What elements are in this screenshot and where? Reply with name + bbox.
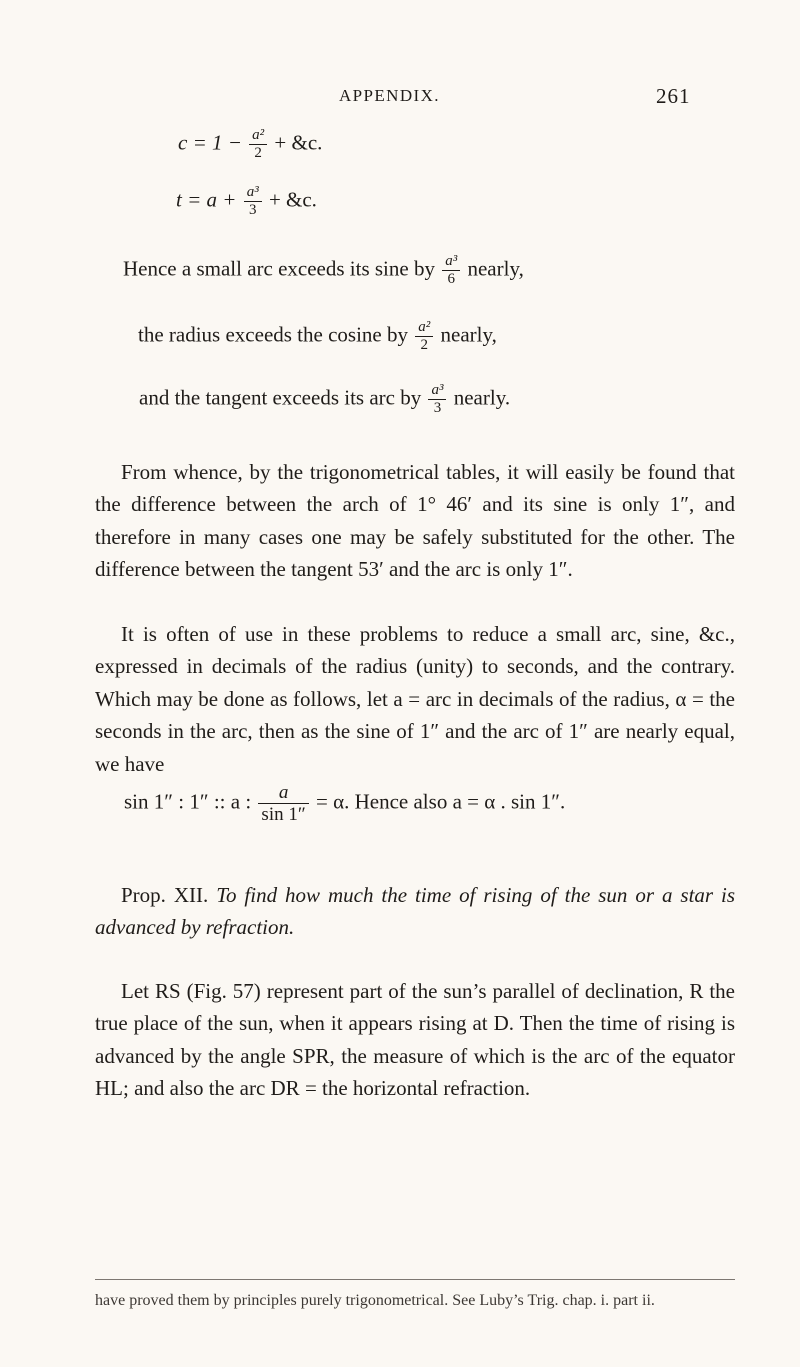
- footnote: have proved them by principles purely trigonometrical. See Luby’s Trig. chap. i. part ii.: [95, 1292, 655, 1309]
- fraction: [249, 128, 267, 161]
- statement-tangent: [139, 383, 510, 416]
- fraction-numerator: a: [258, 783, 308, 804]
- equation-tangent: [176, 185, 317, 218]
- fraction: [244, 185, 262, 218]
- footnote-divider: [95, 1279, 735, 1280]
- fraction-denominator: 6: [447, 271, 455, 287]
- fraction-numerator: a²: [249, 128, 267, 145]
- proportion-formula: [124, 783, 565, 824]
- statement-text: and the tangent exceeds its arc by: [139, 385, 422, 410]
- fraction: [258, 783, 308, 824]
- equation-lhs: c = 1 −: [178, 130, 242, 155]
- fraction-numerator: a³: [442, 254, 460, 271]
- equation-cosine: [178, 128, 322, 161]
- proportion-rhs: = α. Hence also a = α . sin 1″.: [316, 789, 566, 814]
- fraction-denominator: 3: [248, 202, 257, 218]
- proposition-title: To find how much the time of rising of the sun or a star is advanced by refraction.: [95, 883, 736, 940]
- equation-lhs: t = a +: [176, 187, 237, 212]
- equation-tail: + &c.: [268, 187, 317, 212]
- statement-sine: [123, 254, 524, 287]
- fraction-denominator: 2: [420, 337, 428, 353]
- proposition-heading: [95, 879, 735, 944]
- paragraph-reduction: It is often of use in these problems to reduce a small arc, sine, &c., expressed in decimals of the radius (unity) to seconds, and the contrary. Which may be done as follows, let a = arc in decimals of the radius, α = the seconds in the arc, then as the sine of 1″ and the arc of 1″ are nearly equal, we have: [95, 622, 735, 776]
- fraction-numerator: a²: [415, 320, 433, 337]
- fraction-numerator: a³: [428, 383, 446, 400]
- fraction: [442, 254, 460, 287]
- proposition-label: Prop. XII.: [121, 883, 209, 907]
- statement-cosine: [138, 320, 497, 353]
- statement-text: Hence a small arc exceeds its sine by: [123, 256, 435, 281]
- equation-tail: + &c.: [274, 130, 323, 155]
- statement-tail: nearly.: [453, 385, 511, 410]
- page-number: 261: [656, 84, 691, 108]
- fraction-denominator: 3: [433, 400, 442, 416]
- statement-tail: nearly,: [467, 256, 524, 281]
- statement-tail: nearly,: [440, 322, 497, 347]
- fraction-numerator: a³: [244, 185, 262, 202]
- fraction: [415, 320, 433, 353]
- fraction-denominator: 2: [254, 145, 262, 161]
- fraction-denominator: sin 1″: [261, 804, 306, 825]
- paragraph-figure: Let RS (Fig. 57) represent part of the sun’s parallel of declination, R the true place of the sun, when it appears rising at D. Then the time of rising is advanced by the angle SPR, the measure of which is the arc of the equator HL; and also the arc DR = the horizontal refraction.: [95, 979, 735, 1101]
- running-head: APPENDIX.: [339, 86, 440, 105]
- paragraph-difference: From whence, by the trigonometrical tables, it will easily be found that the difference between the arch of 1° 46′ and its sine is only 1″, and therefore in many cases one may be safely substituted for the other. The difference between the tangent 53′ and the arc is only 1″.: [95, 460, 735, 582]
- statement-text: the radius exceeds the cosine by: [138, 322, 408, 347]
- page-header: [0, 86, 800, 112]
- proportion-lhs: sin 1″ : 1″ :: a :: [124, 789, 252, 814]
- fraction: [428, 383, 446, 416]
